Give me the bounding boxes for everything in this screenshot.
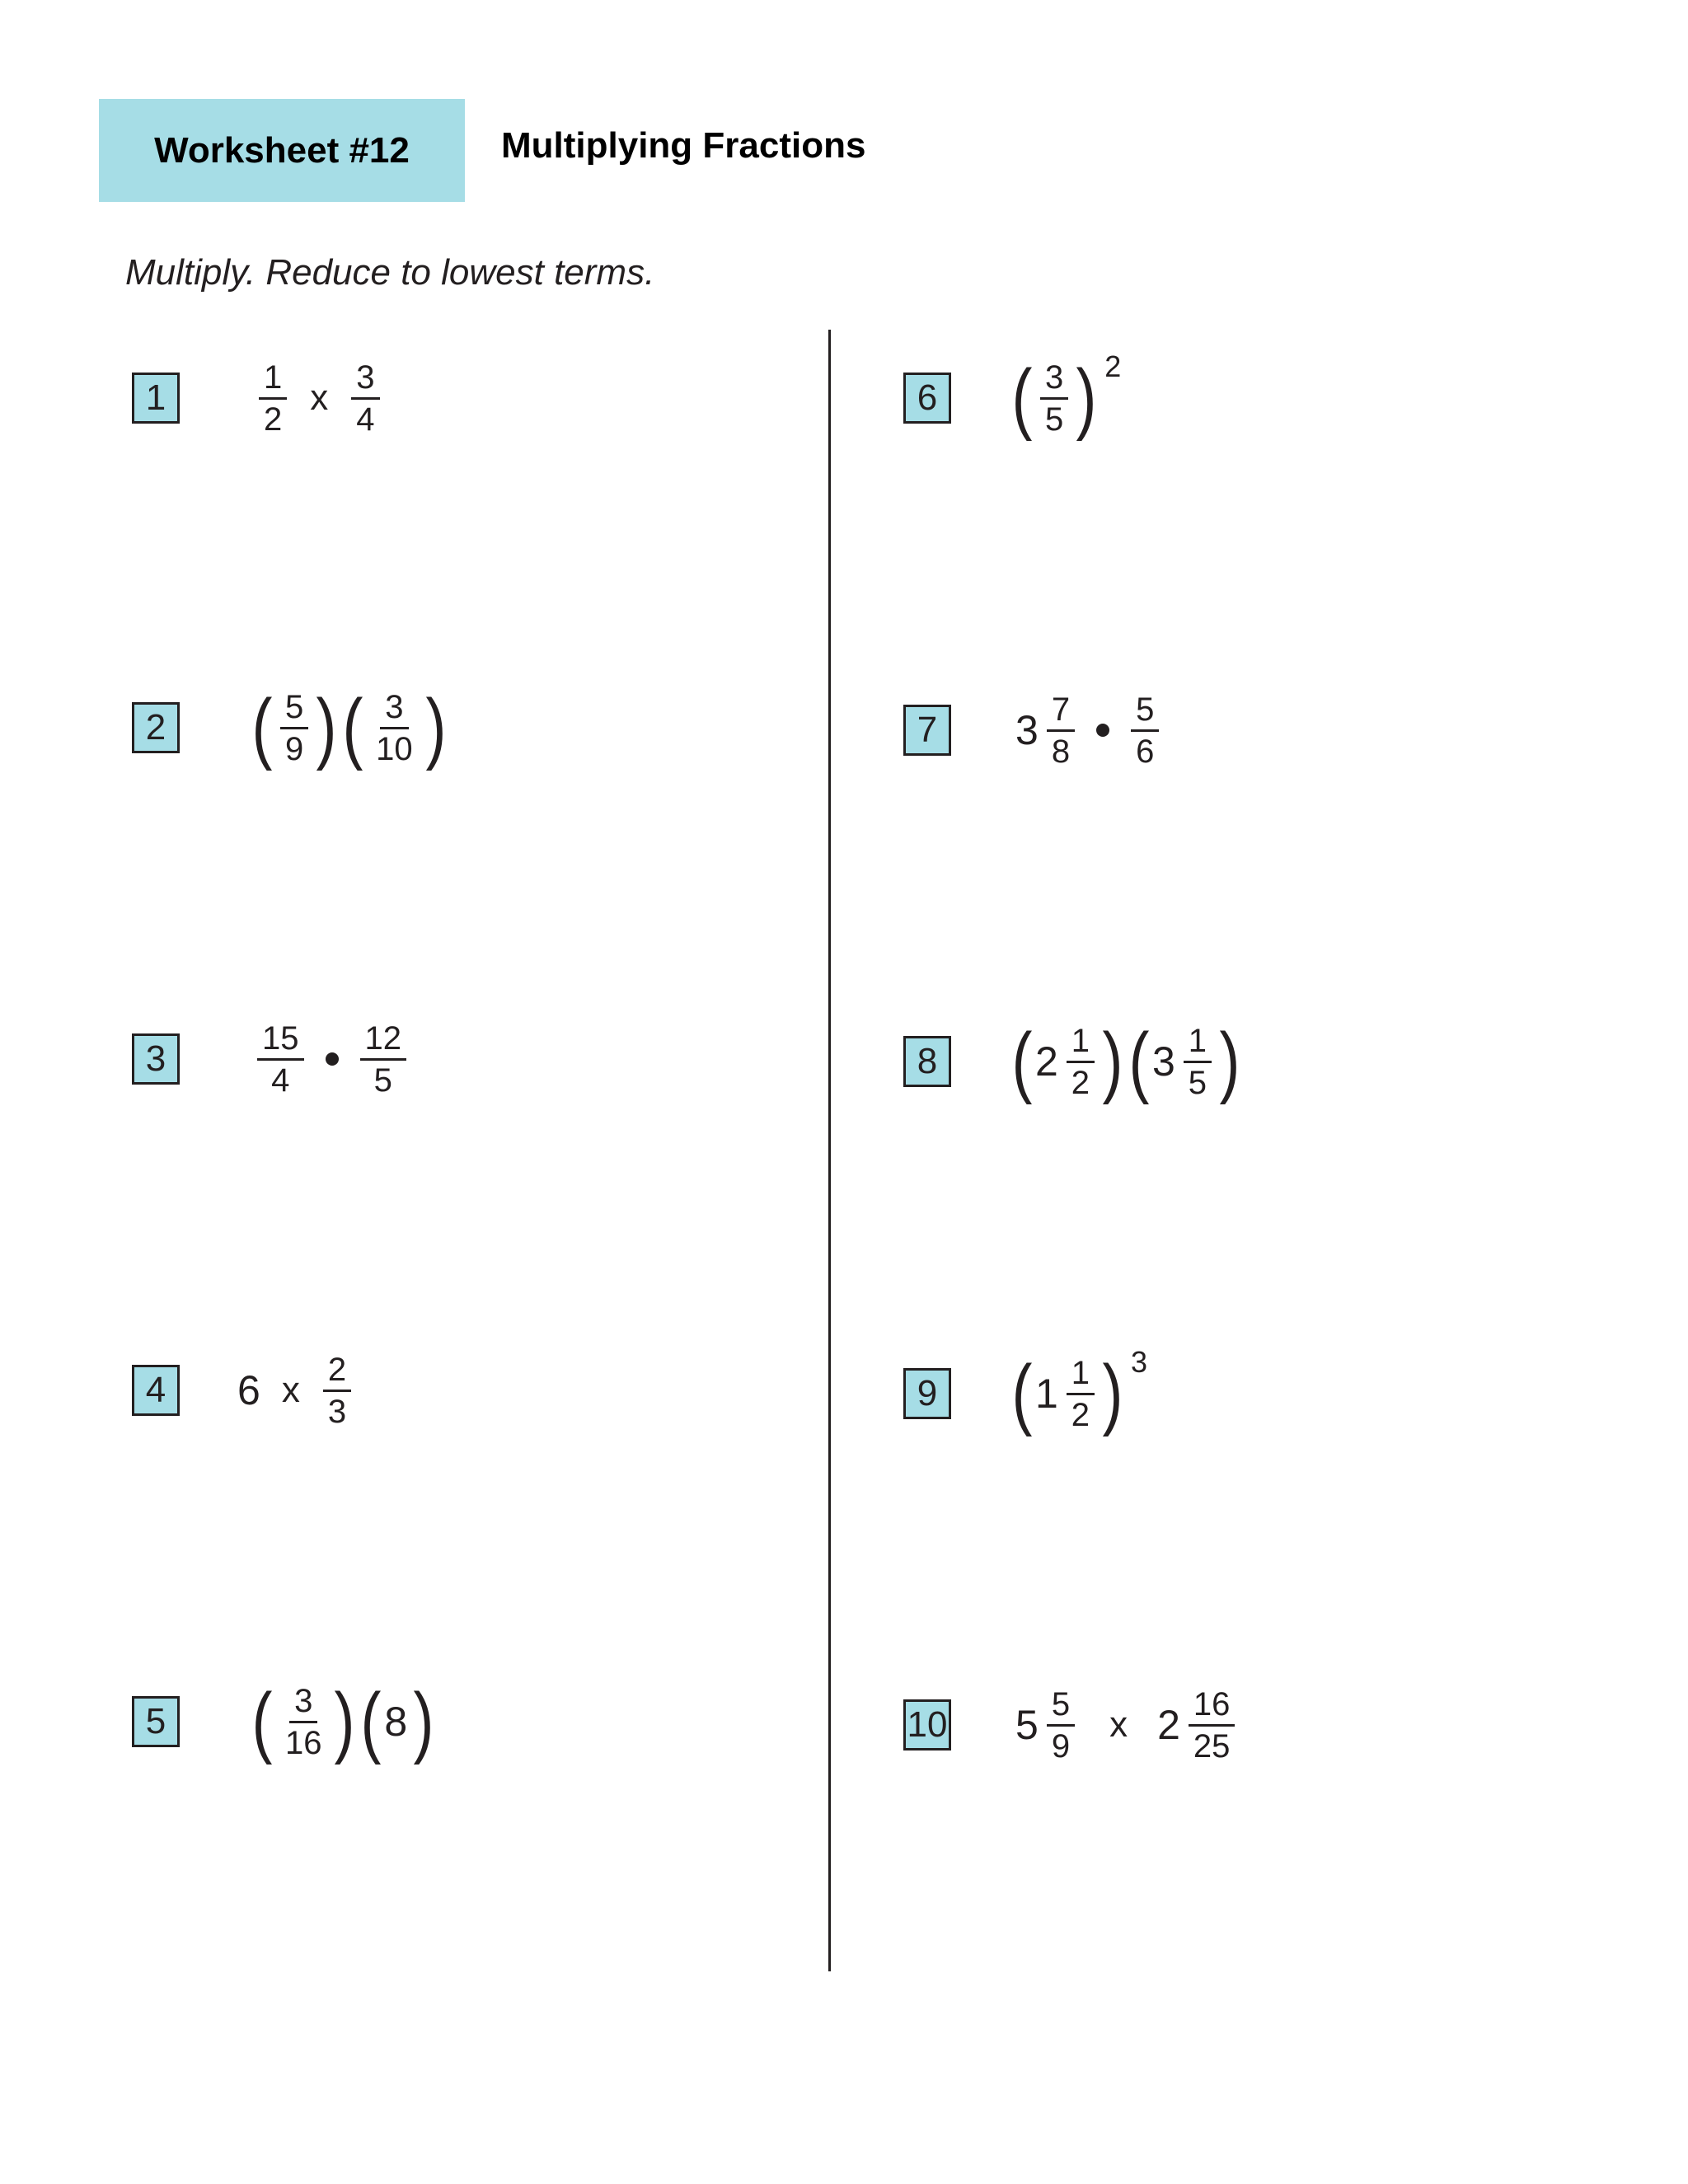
denominator: 16 [284,1724,322,1761]
problem-number: 10 [903,1699,951,1750]
fraction [257,1019,304,1099]
denominator: 5 [1044,401,1064,438]
right-paren: ) [413,1677,434,1765]
numerator: 1 [1184,1024,1212,1063]
problem-number: 8 [903,1036,951,1087]
denominator: 4 [356,401,375,438]
left-paren: ( [342,683,363,771]
denominator: 4 [271,1062,290,1099]
right-paren: ) [425,683,447,771]
fraction [351,361,379,436]
problem-number: 1 [132,373,180,424]
fraction [259,361,287,436]
left-paren: ( [1011,354,1033,442]
right-paren: ) [1102,1017,1123,1105]
expression [254,359,385,438]
denominator: 9 [284,730,304,767]
whole-number: 2 [1157,1702,1180,1748]
multiply-operator: x [310,377,329,418]
numerator: 1 [1067,1357,1095,1395]
dot-operator [1096,724,1109,737]
denominator: 6 [1136,733,1155,770]
fraction [1047,1685,1075,1765]
whole-number: 3 [1015,707,1039,753]
fraction [1189,1685,1236,1765]
expression [1009,1345,1148,1437]
numerator: 1 [259,361,287,400]
fraction [1067,1024,1095,1099]
denominator: 10 [376,730,413,767]
right-paren: ) [1219,1017,1240,1105]
fraction [280,1682,327,1761]
left-paren: ( [360,1677,382,1765]
whole-number: 3 [1151,1038,1175,1085]
denominator: 5 [1188,1064,1207,1101]
multiply-operator: x [281,1370,300,1410]
instructions: Multiply. Reduce to lowest terms. [125,252,655,293]
whole-number: 5 [1015,1702,1039,1748]
numerator: 16 [1189,1688,1236,1727]
expression [1015,691,1164,770]
numerator: 7 [1047,693,1075,732]
problem-number: 5 [132,1696,180,1747]
expression [252,1019,411,1099]
numerator: 12 [360,1022,407,1061]
problem-number: 3 [132,1033,180,1085]
numerator: 1 [1067,1024,1095,1063]
right-paren: ) [1076,354,1097,442]
numerator: 3 [1040,361,1068,400]
numerator: 15 [257,1022,304,1061]
dot-operator [326,1052,339,1066]
fraction [1067,1354,1095,1433]
fraction [1040,361,1068,436]
expression [249,1677,437,1765]
denominator: 2 [1071,1064,1090,1101]
right-paren: ) [316,683,337,771]
problem-number: 9 [903,1368,951,1419]
denominator: 5 [373,1062,392,1099]
exponent: 2 [1104,349,1122,383]
whole-number: 1 [1034,1371,1058,1417]
whole-number: 6 [237,1367,260,1413]
numerator: 5 [1131,693,1159,732]
expression [237,1351,356,1430]
numerator: 3 [289,1685,317,1723]
fraction [280,688,308,767]
denominator: 2 [1071,1396,1090,1433]
left-paren: ( [251,683,273,771]
denominator: 25 [1193,1727,1231,1765]
problem-number: 2 [132,702,180,753]
left-paren: ( [1128,1017,1150,1105]
expression [1009,349,1122,442]
fraction [1047,693,1075,768]
numerator: 5 [280,691,308,729]
column-divider [828,330,831,1971]
left-paren: ( [251,1677,273,1765]
page-title: Multiplying Fractions [501,125,866,166]
fraction [323,1353,351,1428]
fraction [1184,1024,1212,1099]
fraction [360,1019,407,1099]
worksheet-label-text: Worksheet #12 [154,129,410,171]
denominator: 8 [1051,733,1071,770]
worksheet-label [99,99,465,202]
problem-number: 4 [132,1365,180,1416]
denominator: 9 [1051,1727,1071,1765]
expression [249,683,449,771]
left-paren: ( [1011,1017,1033,1105]
numerator: 5 [1047,1688,1075,1727]
numerator: 3 [380,691,408,729]
fraction [371,688,418,767]
denominator: 3 [327,1393,347,1430]
problem-number: 7 [903,705,951,756]
multiply-operator: x [1109,1704,1128,1745]
expression [1009,1017,1243,1105]
right-paren: ) [1102,1349,1123,1437]
right-paren: ) [334,1677,355,1765]
numerator: 3 [351,361,379,400]
expression [1015,1685,1240,1765]
whole-number: 2 [1034,1038,1058,1085]
exponent: 3 [1131,1345,1148,1379]
numerator: 2 [323,1353,351,1392]
whole-number: 8 [384,1699,408,1745]
left-paren: ( [1011,1349,1033,1437]
problem-number: 6 [903,373,951,424]
fraction [1131,693,1159,768]
denominator: 2 [264,401,283,438]
